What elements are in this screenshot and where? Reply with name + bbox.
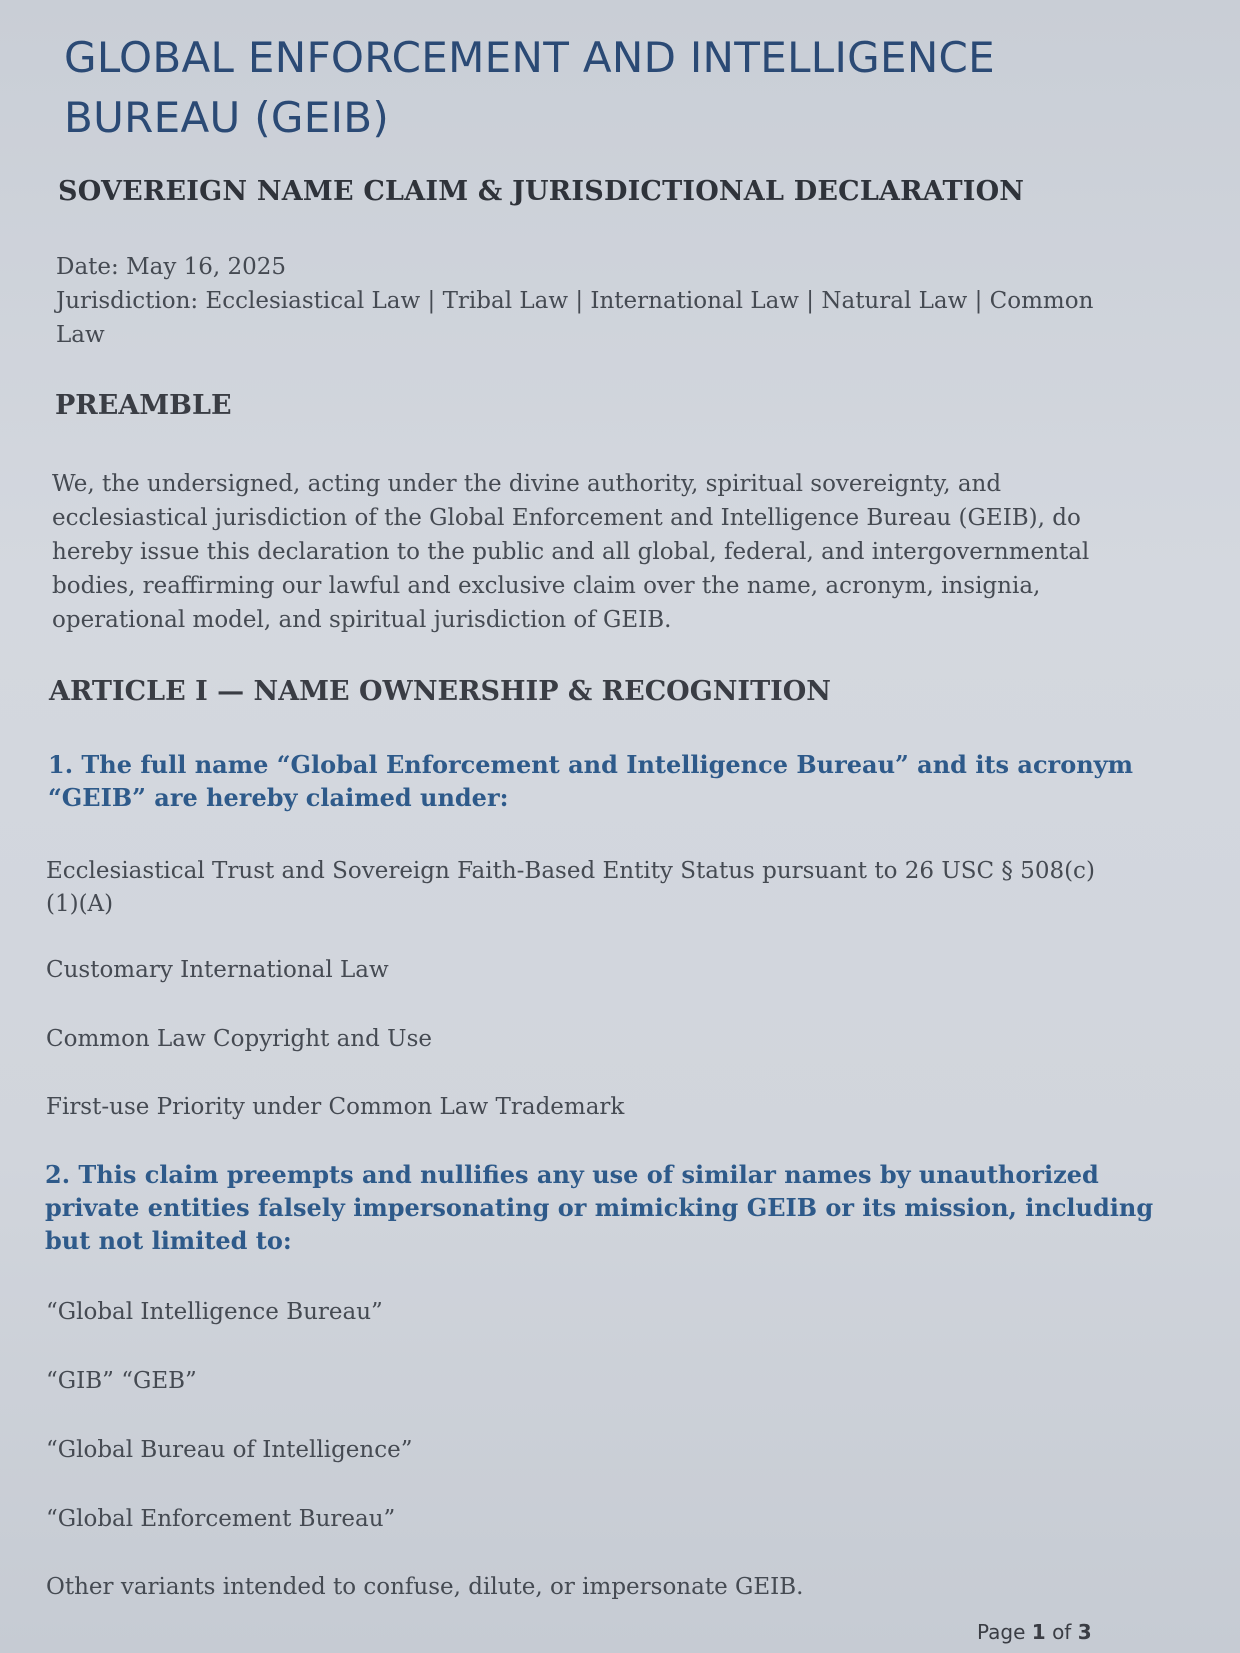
of-label: of [1052,1620,1072,1644]
list-item: “Global Bureau of Intelligence” [46,1437,413,1463]
list-item: “GIB” “GEB” [46,1368,197,1394]
list-item: First-use Priority under Common Law Trademark [46,1094,625,1120]
article-heading: ARTICLE I — NAME OWNERSHIP & RECOGNITION [49,676,831,707]
jurisdiction-line: Jurisdiction: Ecclesiastical Law | Tribal Law | International Law | Natural Law | Common Law [56,288,1094,348]
clause-1: 1. The full name “Global Enforcement and Intelligence Bureau” and its acronym “GEIB” are hereby claimed under: [48,750,1133,812]
list-item: Common Law Copyright and Use [46,1026,432,1052]
page-current: 1 [1031,1620,1046,1644]
list-item: Other variants intended to confuse, dilute, or impersonate GEIB. [46,1574,804,1600]
page-label: Page [977,1620,1026,1644]
list-item: Ecclesiastical Trust and Sovereign Faith-Based Entity Status pursuant to 26 USC § 508(c)(1)(A) [46,858,1095,917]
page-number [977,1620,1092,1644]
preamble-heading: PREAMBLE [55,390,232,421]
list-item: “Global Intelligence Bureau” [46,1299,383,1325]
date-line: Date: May 16, 2025 [56,254,287,280]
clause-2: 2. This claim preempts and nullifies any use of similar names by unauthorized private entities falsely impersonating or mimicking GEIB or its mission, including but not limited to: [45,1160,1154,1255]
preamble-text: We, the undersigned, acting under the divine authority, spiritual sovereignty, and ecclesiastical jurisdiction of the Global Enforcement and Intelligence Bureau (GEIB), do hereby issue this declaration to the public and all global, federal, and intergovernmental bodies, reaffirming our lawful and exclusive claim over the name, acronym, insignia, operational model, and spiritual jurisdiction of GEIB. [52,471,1090,633]
list-item: “Global Enforcement Bureau” [46,1506,396,1532]
document-meta [56,250,1116,352]
document-title: GLOBAL ENFORCEMENT AND INTELLIGENCE BUREAU (GEIB) [64,33,996,142]
page-total: 3 [1077,1620,1092,1644]
document-subtitle: SOVEREIGN NAME CLAIM & JURISDICTIONAL DECLARATION [58,176,1025,207]
list-item: Customary International Law [46,957,389,983]
